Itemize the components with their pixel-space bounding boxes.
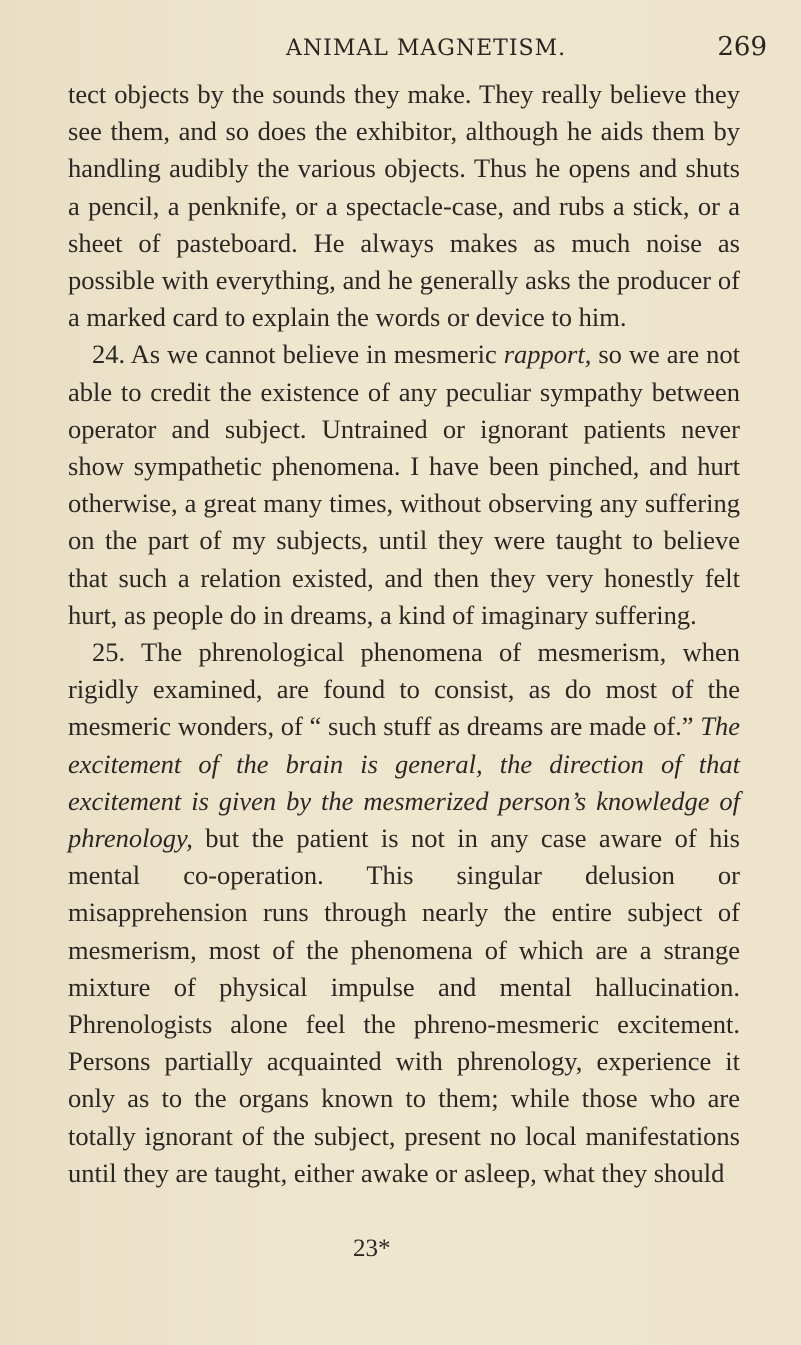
paragraph-24-start: 24. As we cannot believe in mesmeric (92, 339, 504, 370)
paragraph-24-rest: so we are not able to credit the existence of any peculiar sympathy between operator and subject. Untrained or ignorant patients never show sympathetic phenomena. I have been pinched, and hurt otherwise, a great many times, without observing any suffering on the part of my subjects, until they were taught to believe that such a relation existed, and then they very honestly felt hurt, as people do in dreams, a kind of imaginary suffering. (68, 339, 740, 630)
page-number: 269 (717, 32, 767, 62)
paragraph-24 (68, 336, 740, 634)
excitement-italic: The excitement of the brain is general, the direction of that excitement is given by the mesmerized person’s knowledge of phrenology, (68, 711, 740, 854)
rapport-italic: rapport, (503, 339, 592, 370)
running-title: ANIMAL MAGNETISM. (286, 36, 567, 61)
paragraph-25-start: 25. The phrenological phenomena of mesmerism, when rigidly examined, are found to consist, as do most of the mesmeric wonders, of “ such stuff as dreams are made of.” (68, 637, 740, 742)
body-text (68, 76, 740, 1192)
paragraph-25-rest: but the patient is not in any case aware of his mental co-operation. This singular delusion or misapprehension runs through nearly the entire subject of mesmerism, most of the phenomena of which are a strange mixture of physical impulse and mental hallucination. Phrenologists alone feel the phreno-mesmeric excitement. Persons partially acquainted with phrenology, experience it only as to the organs known to them; while those who are totally ignorant of the subject, present no local manifestations until they are taught, either awake or asleep, what they should (68, 823, 740, 1188)
paragraph-continuation: tect objects by the sounds they make. They really believe they see them, and so does the exhibitor, although he aids them by handling audibly the various objects. Thus he opens and shuts a pencil, a penknife, or a spectacle-case, and rubs a stick, or a sheet of pasteboard. He always makes as much noise as possible with everything, and he generally asks the producer of a marked card to explain the words or device to him. (68, 79, 740, 333)
signature-mark: 23* (353, 1235, 391, 1262)
paragraph-25 (68, 634, 740, 1192)
